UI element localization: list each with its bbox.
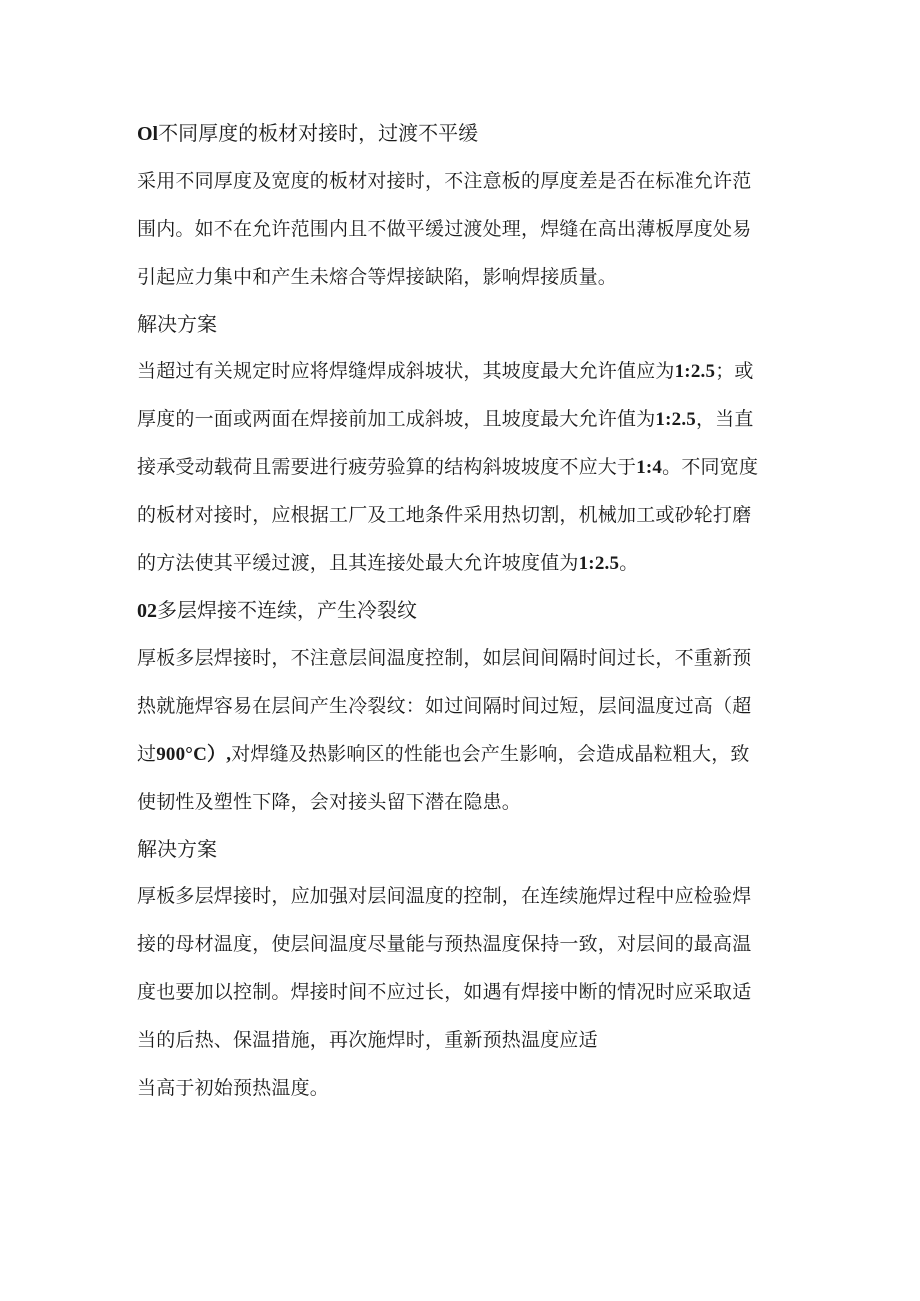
- temperature-value: 900°C）,: [156, 744, 232, 765]
- text-span: 。: [619, 552, 639, 574]
- section-1-title: 不同厚度的板材对接时，过渡不平缓: [158, 121, 479, 145]
- text-line: 采用不同厚度及宽度的板材对接时，不注意板的厚度差是否在标准允许范: [137, 170, 752, 192]
- text-span: 厚度的一面或两面在焊接前加工成斜坡，且坡度最大允许值为: [137, 408, 656, 430]
- section-1-solution-paragraph: [137, 347, 787, 587]
- text-line: 厚板多层焊接时，不注意层间温度控制，如层间间隔时间过长，不重新预: [137, 647, 752, 669]
- slope-ratio: 1:2.5: [655, 409, 696, 430]
- section-2-problem-paragraph: [137, 634, 787, 826]
- text-line: [137, 539, 787, 587]
- section-2-title: 多层焊接不连续，产生冷裂纹: [157, 598, 417, 622]
- section-1-number: Ol: [137, 123, 159, 145]
- text-line: 度也要加以控制。焊接时间不应过长，如遇有焊接中断的情况时应采取适: [137, 981, 752, 1003]
- section-2-solution-heading: 解决方案: [137, 837, 217, 861]
- text-line: 当高于初始预热温度。: [137, 1077, 330, 1099]
- text-line: [137, 395, 787, 443]
- slope-ratio: 1:2.5: [674, 361, 716, 382]
- text-line: [137, 347, 787, 395]
- text-line: 接的母材温度，使层间温度尽量能与预热温度保持一致，对层间的最高温: [137, 933, 752, 955]
- text-line: [137, 730, 787, 778]
- section-1-problem-paragraph: [137, 157, 787, 301]
- section-1-heading: [137, 110, 787, 157]
- slope-ratio: 1:4: [636, 457, 663, 478]
- text-line: 的板材对接时，应根据工厂及工地条件采用热切割，机械加工或砂轮打磨: [137, 504, 752, 526]
- section-2-solution-paragraph: [137, 872, 787, 1112]
- section-1-solution-heading: 解决方案: [137, 312, 217, 336]
- text-line: 热就施焊容易在层间产生冷裂纹：如过间隔时间过短，层间温度过高（超: [137, 695, 752, 717]
- text-span: 接承受动载荷且需要进行疲劳验算的结构斜坡坡度不应大于: [137, 456, 637, 478]
- text-span: 当超过有关规定时应将焊缝焊成斜坡状，其坡度最大允许值应为: [137, 360, 675, 382]
- section-2-heading: [137, 587, 787, 634]
- text-span: ，当直: [695, 408, 754, 430]
- text-line: 围内。如不在允许范围内且不做平缓过渡处理，焊缝在高出薄板厚度处易: [137, 218, 752, 240]
- text-line: 当的后热、保温措施，再次施焊时，重新预热温度应适: [137, 1029, 598, 1051]
- text-line: 厚板多层焊接时，应加强对层间温度的控制，在连续施焊过程中应检验焊: [137, 885, 752, 907]
- text-span: ；或: [715, 360, 754, 382]
- text-line: 使韧性及塑性下降，会对接头留下潜在隐患。: [137, 791, 522, 813]
- text-span: 。不同宽度: [662, 456, 759, 478]
- text-span: 过: [137, 743, 157, 765]
- text-span: 的方法使其平缓过渡，且其连接处最大允许坡度值为: [137, 552, 579, 574]
- slope-ratio: 1:2.5: [578, 553, 620, 574]
- section-2-number: 02: [137, 600, 157, 622]
- document-page: [137, 110, 787, 1112]
- text-span: 对焊缝及热影响区的性能也会产生影响，会造成晶粒粗大，致: [231, 743, 750, 765]
- text-line: [137, 443, 787, 491]
- text-line: 引起应力集中和产生未熔合等焊接缺陷，影响焊接质量。: [137, 266, 618, 288]
